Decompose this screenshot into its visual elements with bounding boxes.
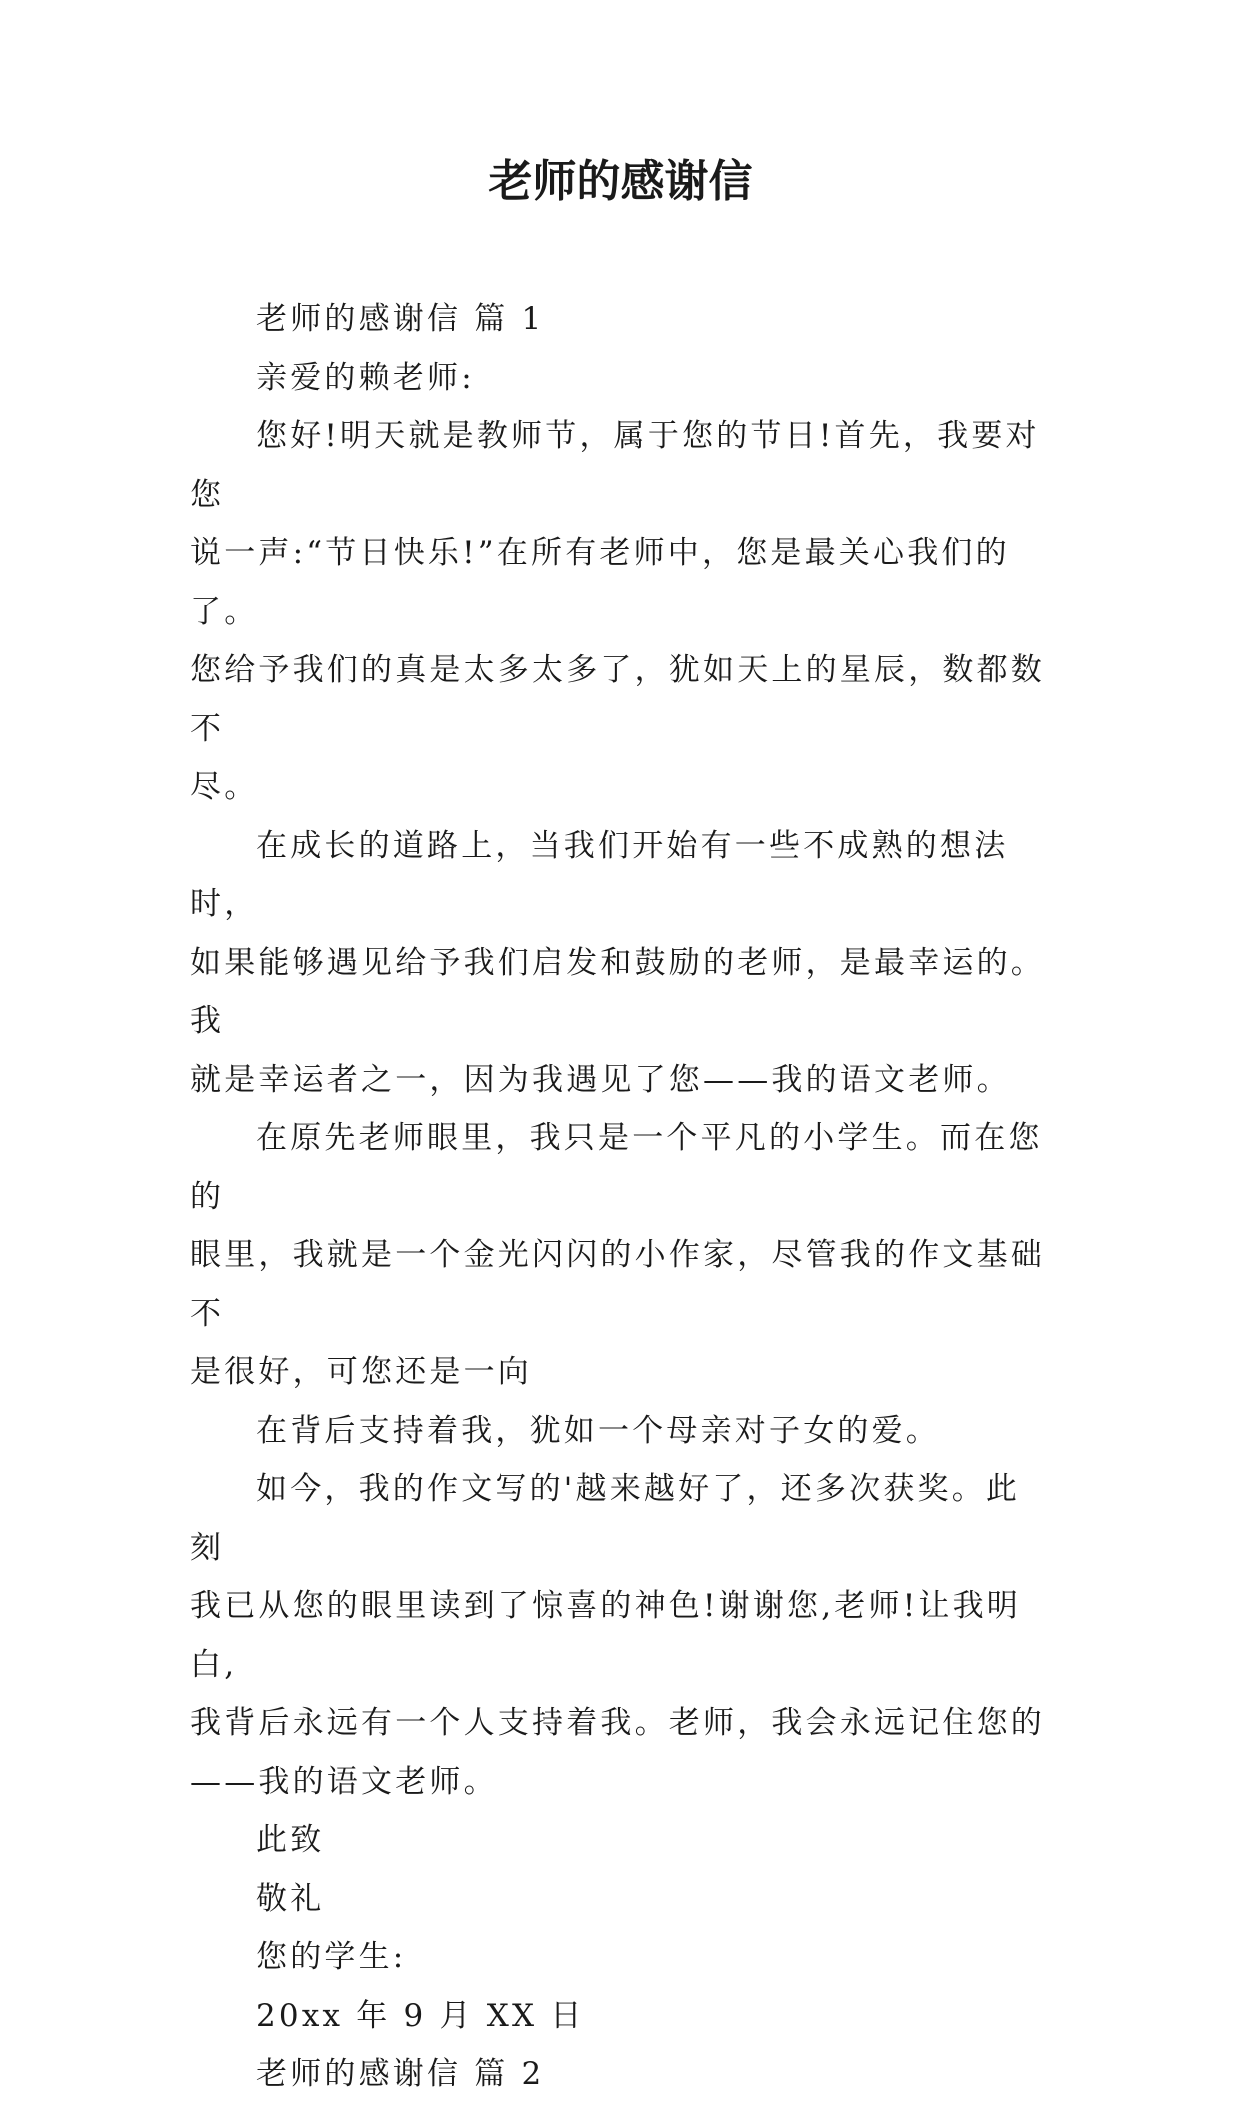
text-line: 在背后支持着我，犹如一个母亲对子女的爱。: [256, 1412, 940, 1449]
text-line: 尽。: [190, 769, 259, 805]
salutation: 亲爱的赖老师:: [256, 359, 475, 396]
closing-line-1: 此致: [256, 1822, 325, 1858]
text-line: 我已从您的眼里读到了惊喜的神色!谢谢您,老师!让我明白,: [190, 1588, 1021, 1683]
text-line: 就是幸运者之一，因为我遇见了您——我的语文老师。: [190, 1061, 1011, 1098]
text-line: 是很好，可您还是一向: [190, 1354, 532, 1390]
text-line: 您给予我们的真是太多太多了，犹如天上的星辰，数都数不: [190, 652, 1045, 747]
text-line: 在原先老师眼里，我只是一个平凡的小学生。而在您的: [190, 1120, 1043, 1215]
text-line: ——我的语文老师。: [190, 1763, 498, 1800]
paragraph-3: [190, 1109, 1050, 1402]
text-line: 眼里，我就是一个金光闪闪的小作家，尽管我的作文基础不: [190, 1237, 1045, 1332]
section-heading-2: 老师的感谢信 篇 2: [256, 2056, 545, 2092]
date: 20xx 年 9 月 XX 日: [256, 1997, 585, 2034]
paragraph-5: [190, 1460, 1050, 1811]
page-title: 老师的感谢信: [488, 156, 753, 207]
text-line: 如今，我的作文写的'越来越好了，还多次获奖。此刻: [190, 1471, 1021, 1566]
letter-body: [190, 290, 1050, 2104]
paragraph-2: [190, 817, 1050, 1110]
paragraph-4: [190, 1402, 1050, 1461]
signature: 您的学生:: [256, 1939, 407, 1975]
text-line: 在成长的道路上，当我们开始有一些不成熟的想法时，: [190, 827, 1009, 922]
paragraph-1: [190, 407, 1050, 817]
section-heading-1: 老师的感谢信 篇 1: [256, 301, 545, 337]
closing-line-2: 敬礼: [256, 1880, 325, 1917]
text-line: 如果能够遇见给予我们启发和鼓励的老师，是最幸运的。我: [190, 944, 1045, 1039]
text-line: 您好!明天就是教师节，属于您的节日!首先，我要对您: [190, 418, 1040, 513]
text-line: 说一声:“节日快乐!”在所有老师中，您是最关心我们的了。: [190, 535, 1010, 630]
text-line: 我背后永远有一个人支持着我。老师，我会永远记住您的: [190, 1705, 1045, 1741]
